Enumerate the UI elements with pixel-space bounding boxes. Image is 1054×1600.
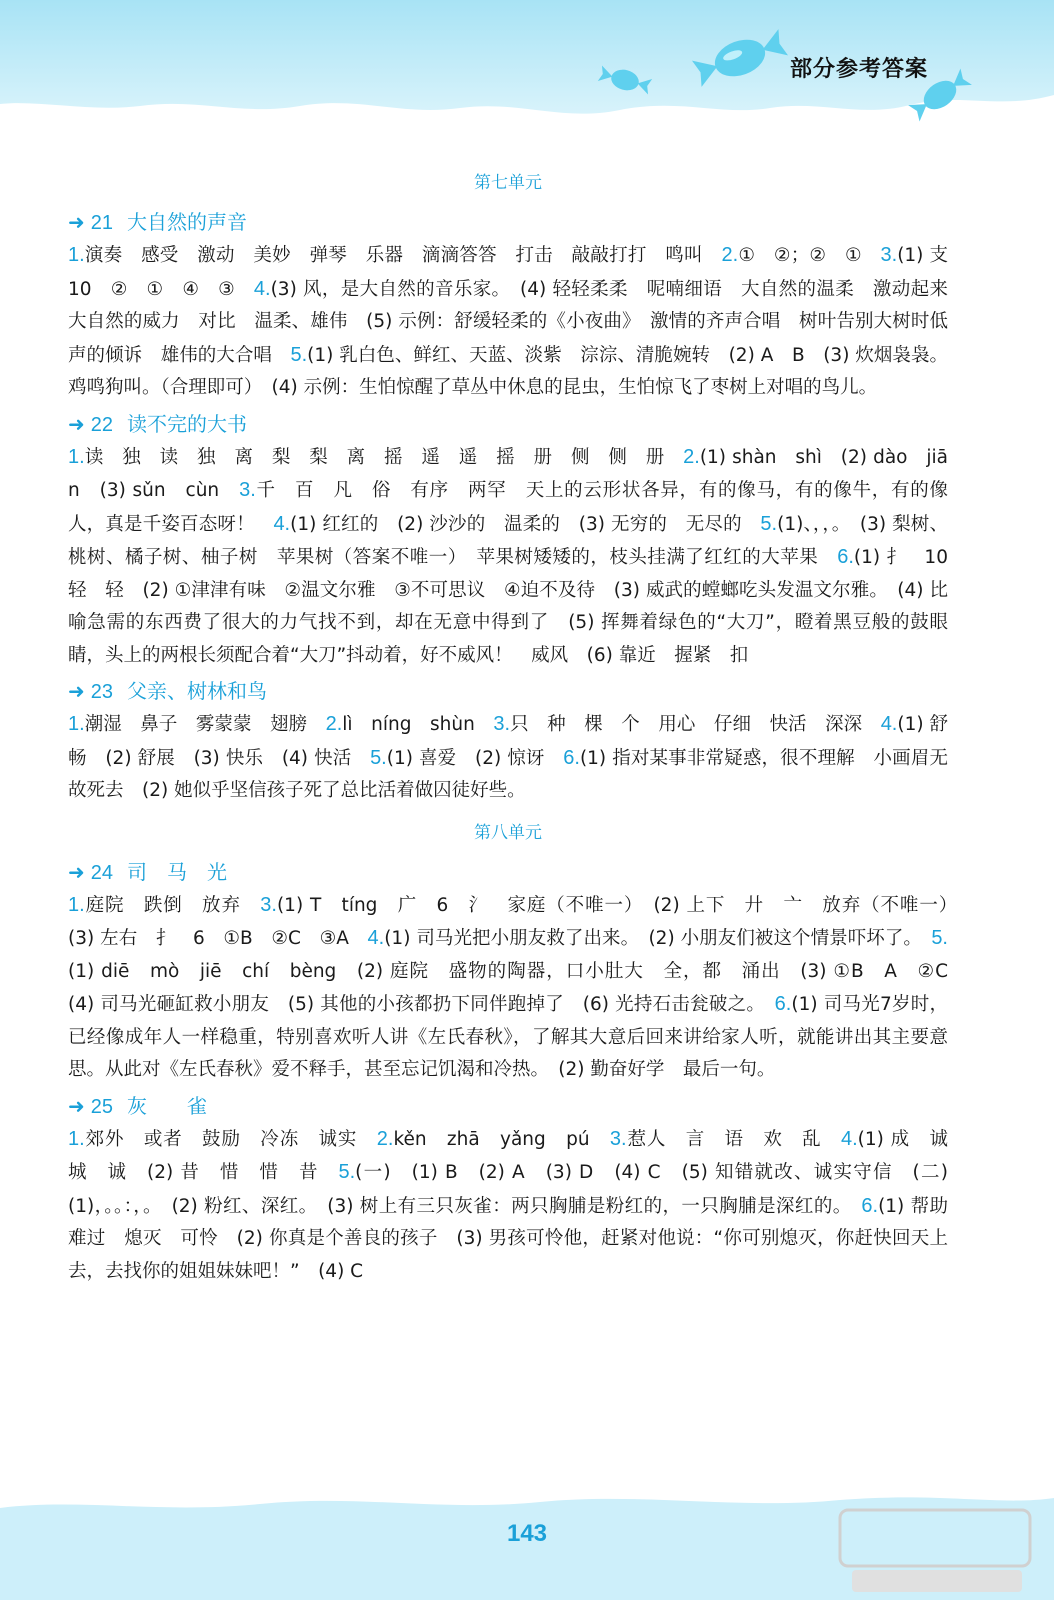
question-number: 6.: [563, 746, 580, 769]
answer-text: (1) diē mò jiē chí bèng (2) 庭院 盛物的陶器，口小肚大 全，都 涌出 (3) ①B A ②C (4) 司马光砸缸救小朋友 (5) 其他的小孩都扔下同伴跑掉了 (6) 光持石击瓮破之。: [68, 960, 967, 1015]
question-number: 2.: [376, 1127, 394, 1150]
question-number: 3.: [239, 479, 256, 501]
question-number: 4.: [253, 277, 271, 300]
answer-paragraph: [68, 1123, 967, 1289]
question-number: 1.: [68, 893, 85, 916]
answer-text: (1)、，，。 (3) 梨树、桃树、橘子树、柚子树 苹果树（答案不唯一） 苹果树矮矮的，枝头挂满了红红的大苹果: [68, 513, 948, 568]
lesson-title: [68, 676, 948, 706]
answer-text: 潮湿 鼻子 雾蒙蒙 翅膀: [84, 714, 326, 735]
answer-paragraph: [68, 441, 967, 673]
question-number: 6.: [837, 546, 854, 568]
question-number: 3.: [609, 1127, 627, 1150]
lesson-number: 25: [90, 1095, 114, 1118]
question-number: 2.: [325, 713, 343, 735]
question-number: 5.: [931, 927, 948, 949]
answer-text: (1) 支 10 ② ① ④ ③: [68, 245, 967, 300]
answer-text: (1) 司马光7岁时，已经像成年人一样稳重，特别喜欢听人讲《左氏春秋》，了解其大意后回来讲给家人听，就能讲出其主要意思。从此对《左氏春秋》爱不释手，甚至忘记饥渴和冷热。 (2) 勤奋好学 最后一句。: [68, 994, 948, 1080]
answer-text: lì níng shùn: [342, 714, 494, 735]
lesson-number: 21: [90, 212, 114, 234]
question-number: 1.: [68, 244, 85, 266]
lesson-name: 灰 雀: [127, 1093, 208, 1118]
answer-text: (1) 指对某事非常疑惑，很不理解 小画眉无故死去 (2) 她似乎坚信孩子死了总比活着做囚徒好些。: [68, 747, 948, 801]
lesson-name: 读不完的大书: [127, 411, 248, 436]
lesson-title: [68, 1091, 948, 1121]
arrow-right-icon: ➜: [68, 210, 85, 234]
lesson-number: 24: [90, 861, 114, 884]
question-number: 1.: [68, 713, 85, 735]
lesson-number: 22: [90, 413, 114, 436]
question-number: 4.: [880, 713, 898, 735]
answer-text: (1) 扌 10 轻 轻 (2) ①津津有味 ②温文尔雅 ③不可思议 ④迫不及待 (3) 威武的螳螂吃头发温文尔雅。 (4) 比喻急需的东西费了很大的力气找不到，却在无意中得到了 (5) 挥舞着绿色的“大刀”，瞪着黑豆般的鼓眼睛，头上的两根长须配合着“大刀”抖动着，好不威风！ 威风 (6) 靠近 握紧 扣: [68, 547, 967, 666]
arrow-right-icon: ➜: [68, 411, 85, 436]
answer-text: 读 独 读 独 离 梨 梨 离 摇 遥 遥 摇 册 侧 侧 册: [84, 446, 684, 468]
question-number: 5.: [760, 512, 778, 535]
question-number: 5.: [338, 1161, 356, 1183]
answer-text: (1) 帮助 难过 熄灭 可怜 (2) 你真是个善良的孩子 (3) 男孩可怜他，赶紧对他说：“你可别熄灭，你赶快回天上去，去找你的姐姐妹妹吧！” (4) C: [68, 1195, 967, 1282]
question-number: 1.: [68, 1127, 85, 1150]
question-number: 3.: [880, 244, 898, 266]
lesson-title: [68, 207, 948, 237]
answer-text: kěn zhā yǎng pú: [393, 1128, 610, 1150]
lesson-title: [68, 409, 948, 439]
question-number: 4.: [273, 512, 291, 535]
question-number: 4.: [367, 927, 385, 949]
question-number: 3.: [260, 893, 277, 916]
answer-text: (3) 风，是大自然的音乐家。 (4) 轻轻柔柔 呢喃细语 大自然的温柔 激动起来 大自然的威力 对比 温柔、雄伟 (5) 示例：舒缓轻柔的《小夜曲》 激情的齐声合唱 树叶告别大树时低声的倾诉 雄伟的大合唱: [68, 278, 967, 366]
answer-paragraph: [68, 239, 967, 405]
answer-text: (1) shàn shì (2) dào jiān (3) sǔn cùn: [68, 446, 948, 501]
lesson-name: 父亲、树林和鸟: [127, 679, 268, 703]
answer-paragraph: [68, 708, 948, 808]
unit-title: 第七单元: [474, 173, 542, 193]
answer-text: (1) 乳白色、鲜红、天蓝、淡紫 淙淙、清脆婉转 (2) A B (3) 炊烟袅袅。鸡鸣狗叫。（合理即可） (4) 示例：生怕惊醒了草丛中休息的昆虫，生怕惊飞了枣树上对唱的鸟儿。: [68, 344, 948, 398]
arrow-right-icon: ➜: [68, 679, 85, 703]
answer-text: 千 百 凡 俗 有序 两罕 天上的云形状各异，有的像马，有的像牛，有的像人，真是千姿百态呀！: [68, 480, 948, 535]
header-title: 部分参考答案: [790, 57, 929, 82]
question-number: 2.: [721, 244, 739, 266]
page-number: 143: [506, 1520, 548, 1547]
answer-text: (一) (1) B (2) A (3) D (4) C (5) 知错就改、诚实守信 (二) (1)，。。：，。 (2) 粉红、深红。 (3) 树上有三只灰雀：两只胸脯是粉红的，一只胸脯是深红的。: [68, 1162, 967, 1217]
answer-paragraph: [68, 889, 967, 1087]
answer-content: [68, 158, 967, 1290]
watermark-logo-icon: [830, 1498, 1050, 1598]
lesson-name: 司 马 光: [127, 859, 228, 884]
lesson-title: [68, 857, 948, 887]
answer-text: 惹人 言 语 欢 乱: [626, 1128, 841, 1150]
question-number: 5.: [370, 746, 387, 769]
answer-text: ① ②；② ①: [738, 245, 881, 266]
answer-text: 演奏 感受 激动 美妙 弹琴 乐器 滴滴答答 打击 敲敲打打 鸣叫: [84, 245, 722, 266]
question-number: 6.: [861, 1194, 879, 1217]
question-number: 6.: [774, 993, 792, 1015]
answer-text: (1) 喜爱 (2) 惊讶: [386, 747, 564, 769]
answer-text: 只 种 棵 个 用心 仔细 快活 深深: [510, 714, 881, 735]
unit-title: 第八单元: [474, 822, 542, 843]
lesson-number: 23: [90, 681, 114, 703]
answer-text: (1) 成 诚 城 诚 (2) 昔 惜 惜 昔: [68, 1128, 967, 1183]
answer-text: (1) 红红的 (2) 沙沙的 温柔的 (3) 无穷的 无尽的: [290, 513, 761, 535]
question-number: 2.: [683, 445, 700, 468]
answer-text: (1) 舒畅 (2) 舒展 (3) 快乐 (4) 快活: [68, 714, 948, 769]
arrow-right-icon: ➜: [68, 1093, 85, 1118]
question-number: 1.: [68, 445, 85, 468]
lesson-name: 大自然的声音: [127, 210, 248, 234]
question-number: 5.: [290, 343, 308, 366]
answer-text: (1) 司马光把小朋友救了出来。 (2) 小朋友们被这个情景吓坏了。: [384, 928, 932, 949]
answer-text: (1) T tíng 广 6 氵 家庭（不唯一） (2) 上下 廾 亠 放弃（不唯一） (3) 左右 扌 6 ①B ②C ③A: [68, 894, 967, 949]
question-number: 3.: [493, 713, 511, 735]
arrow-right-icon: ➜: [68, 859, 85, 884]
answer-text: 庭院 跌倒 放弃: [84, 894, 261, 916]
question-number: 4.: [840, 1127, 858, 1150]
answer-text: 郊外 或者 鼓励 冷冻 诚实: [84, 1128, 377, 1150]
